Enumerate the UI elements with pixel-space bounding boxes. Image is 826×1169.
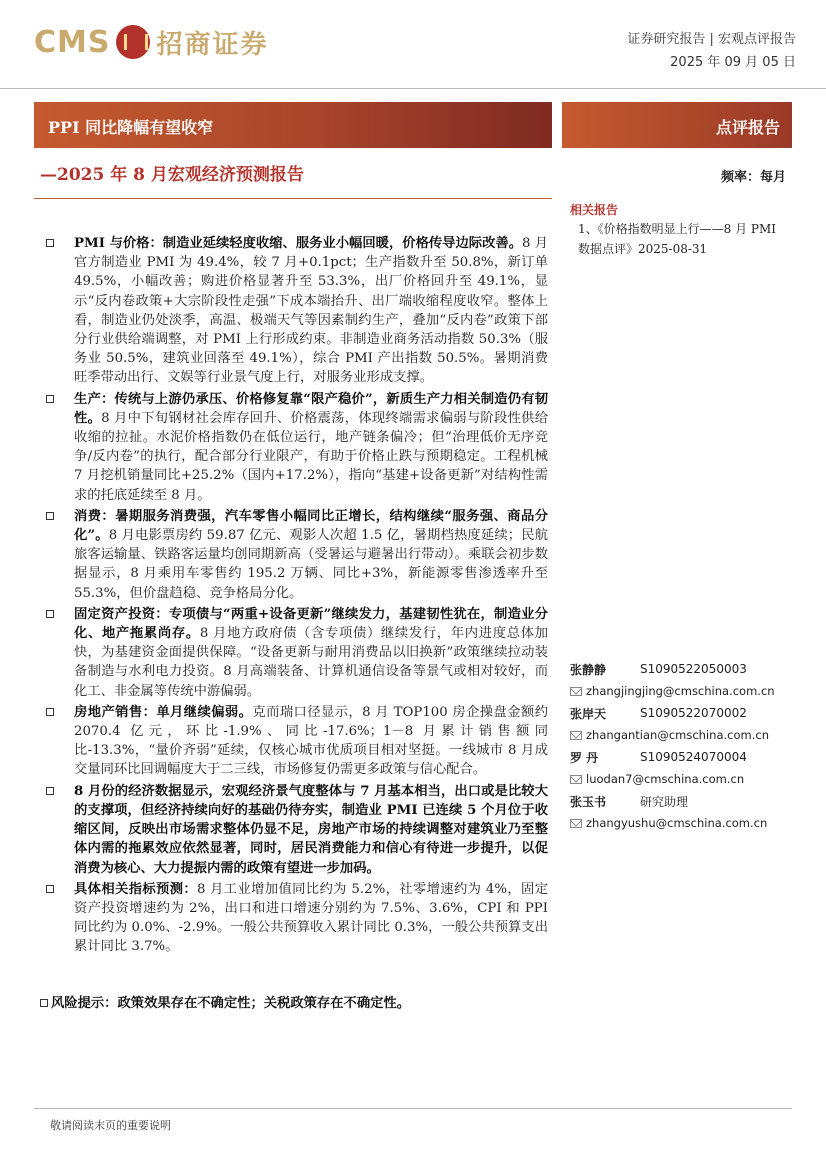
- analyst-name: 罗 丹: [570, 750, 599, 765]
- footer-divider: [34, 1108, 792, 1109]
- summary-paragraph: [40, 782, 548, 878]
- checkbox-bullet-icon: [46, 395, 54, 403]
- analyst-email[interactable]: luodan7@cmschina.com.cn: [586, 772, 745, 786]
- paragraph-lead: 具体相关指标预测：: [74, 881, 198, 897]
- related-reports-heading: 相关报告: [570, 203, 619, 217]
- paragraph-text: 8 月地方政府债（含专项债）继续发行，年内进度总体加快，为基建资金面提供保障。“设备更新与耐用消费品以旧换新”政策继续拉动装备制造与水利电力投资。8 月高端装备、计算机通信设备等景气或相对较好，而化工、非金属等传统中游偏弱。: [74, 626, 548, 699]
- badge-label: 点评报告: [715, 118, 780, 137]
- analyst-role: 研究助理: [640, 794, 689, 809]
- risk-text: 风险提示：政策效果存在不确定性；关税政策存在不确定性。: [51, 996, 411, 1011]
- analyst-row: [570, 790, 795, 812]
- analyst-email[interactable]: zhangyushu@cmschina.com.cn: [586, 816, 768, 830]
- analyst-row: [570, 658, 795, 680]
- analyst-list: [570, 658, 795, 834]
- paragraph-lead: PMI 与价格：制造业延续轻度收缩、服务业小幅回暖，价格传导边际改善。: [74, 236, 522, 251]
- logo-mark-icon: [116, 25, 150, 59]
- email-icon: [570, 775, 582, 784]
- paragraph-text: 8 月官方制造业 PMI 为 49.4%，较 7 月+0.1pct；生产指数升至 50.8%，新订单 49.5%，小幅改善；购进价格显著升至 53.3%，出厂价格回升至 49.1%，显示“反内卷政策+大宗阶段性走强”下成本端抬升、出厂端收缩程度收窄。整体上看，制造业仍处淡季，高温、极端天气等因素制约生产，叠加“反内卷”政策下部分行业供给端调整，对 PMI 上行形成约束。非制造业商务活动指数 50.3%（服务业 50.5%，建筑业回落至 49.1%），综合 PMI 产出指数 50.5%。暑期消费旺季带动出行、文娱等行业景气度上行，对服务业形成支撑。: [74, 236, 548, 386]
- summary-paragraph: [40, 507, 548, 603]
- checkbox-bullet-icon: [46, 610, 54, 618]
- checkbox-bullet-icon: [40, 999, 48, 1007]
- paragraph-lead: 8 月份的经济数据显示，宏观经济景气度整体与 7 月基本相当，出口或是比较大的支撑项，但经济持续向好的基础仍待夯实，制造业 PMI 已连续 5 个月位于收缩区间，反映出市场需求整体仍显不足，房地产市场的持续调整对建筑业乃至整体内需的拖累效应依然显著，同时，居民消费能力和信心有待进一步提升，以促消费为核心、大力提振内需的政策有望进一步加码。: [74, 783, 548, 876]
- analyst-email[interactable]: zhangantian@cmschina.com.cn: [586, 728, 769, 742]
- checkbox-bullet-icon: [46, 239, 54, 247]
- analyst-email-row[interactable]: [570, 768, 795, 790]
- report-category-badge: [562, 102, 792, 148]
- report-body: [40, 234, 548, 959]
- summary-paragraph: [40, 390, 548, 505]
- report-title: PPI 同比降幅有望收窄: [48, 118, 214, 137]
- paragraph-lead: 生产：传统与上游仍承压、价格修复靠“限产稳价”，新质生产力相关制造仍有韧性。: [74, 391, 548, 426]
- email-icon: [570, 819, 582, 828]
- logo-chinese: 招商证券: [156, 29, 269, 60]
- report-date: 2025 年 09 月 05 日: [670, 55, 796, 70]
- analyst-email-row[interactable]: [570, 812, 795, 834]
- checkbox-bullet-icon: [46, 708, 54, 716]
- analyst-email-row[interactable]: [570, 680, 795, 702]
- analyst-email[interactable]: zhangjingjing@cmschina.com.cn: [586, 684, 775, 698]
- title-banner: [34, 102, 552, 148]
- header-divider: [0, 88, 826, 89]
- paragraph-text: 8 月中下旬钢材社会库存回升、价格震荡，体现终端需求偏弱与阶段性供给收缩的拉扯。水泥价格指数仍在低位运行，地产链条偏冷；但“治理低价无序竞争/反内卷”的执行，配合部分行业限产，有助于价格止跌与预期稳定。工程机械 7 月挖机销量同比+25.2%（国内+17.2%），指向“基建+设备更新”对结构性需求的托底延续至 8 月。: [74, 410, 549, 503]
- report-subtitle: —2025 年 8 月宏观经济预测报告: [40, 165, 304, 185]
- risk-warning: [40, 992, 410, 1011]
- email-icon: [570, 687, 582, 696]
- summary-paragraph: [40, 703, 548, 780]
- checkbox-bullet-icon: [46, 512, 54, 520]
- logo-latin: CMS: [34, 24, 111, 60]
- report-type: 证券研究报告 | 宏观点评报告: [627, 32, 796, 47]
- analyst-row: [570, 702, 795, 724]
- email-icon: [570, 731, 582, 740]
- footer-disclaimer: 敬请阅读末页的重要说明: [50, 1119, 171, 1132]
- analyst-name: 张玉书: [570, 794, 607, 809]
- summary-paragraph: [40, 234, 548, 388]
- report-frequency: 频率：每月: [720, 170, 786, 185]
- related-report-link[interactable]: 1、《价格指数明显上行——8 月 PMI 数据点评》2025-08-31: [578, 222, 777, 256]
- paragraph-lead: 房地产销售：单月继续偏弱。: [74, 704, 253, 720]
- paragraph-lead: 消费：暑期服务消费强，汽车零售小幅同比正增长，结构继续“服务强、商品分化”。: [74, 508, 548, 544]
- summary-paragraph: [40, 605, 548, 701]
- summary-paragraph: [40, 880, 548, 957]
- analyst-row: [570, 746, 795, 768]
- checkbox-bullet-icon: [46, 787, 54, 795]
- analyst-name: 张岸天: [570, 706, 607, 721]
- paragraph-text: 8 月工业增加值同比约为 5.2%，社零增速约为 4%，固定资产投资增速约为 2%，出口和进口增速分别约为 7.5%、3.6%，CPI 和 PPI 同比约为 0.0%、-2.9%。一般公共预算收入累计同比 0.3%，一般公共预算支出累计同比 3.7%。: [74, 881, 548, 955]
- company-logo: [34, 22, 269, 62]
- analyst-name: 张静静: [570, 662, 607, 677]
- paragraph-text: 8 月电影票房约 59.87 亿元、观影人次超 1.5 亿，暑期档热度延续；民航旅客运输量、铁路客运量均创同期新高（受暑运与避暑出行带动）。乘联会初步数据显示，8 月乘用车零售约 195.2 万辆、同比+3%，新能源零售渗透率升至 55.3%，但价盘趋稳、竞争格局分化。: [74, 528, 548, 601]
- title-divider: [34, 198, 552, 199]
- checkbox-bullet-icon: [46, 885, 54, 893]
- analyst-cert-code: S1090522070002: [640, 706, 747, 720]
- analyst-cert-code: S1090522050003: [640, 662, 747, 676]
- analyst-cert-code: S1090524070004: [640, 750, 747, 764]
- paragraph-text: 克而瑞口径显示，8 月 TOP100 房企操盘金额约 2070.4 亿元，环比-1.9%、同比-17.6%；1－8 月累计销售额同比-13.3%，“量价齐弱”延续，仅核心城市优质项目相对坚挺。一线城市 8 月成交量同环比回调幅度大于二三线，市场修复仍需更多政策与信心配合。: [74, 704, 548, 778]
- analyst-email-row[interactable]: [570, 724, 795, 746]
- paragraph-lead: 固定资产投资：专项债与“两重+设备更新”继续发力，基建韧性犹在，制造业分化、地产拖累尚存。: [74, 606, 548, 642]
